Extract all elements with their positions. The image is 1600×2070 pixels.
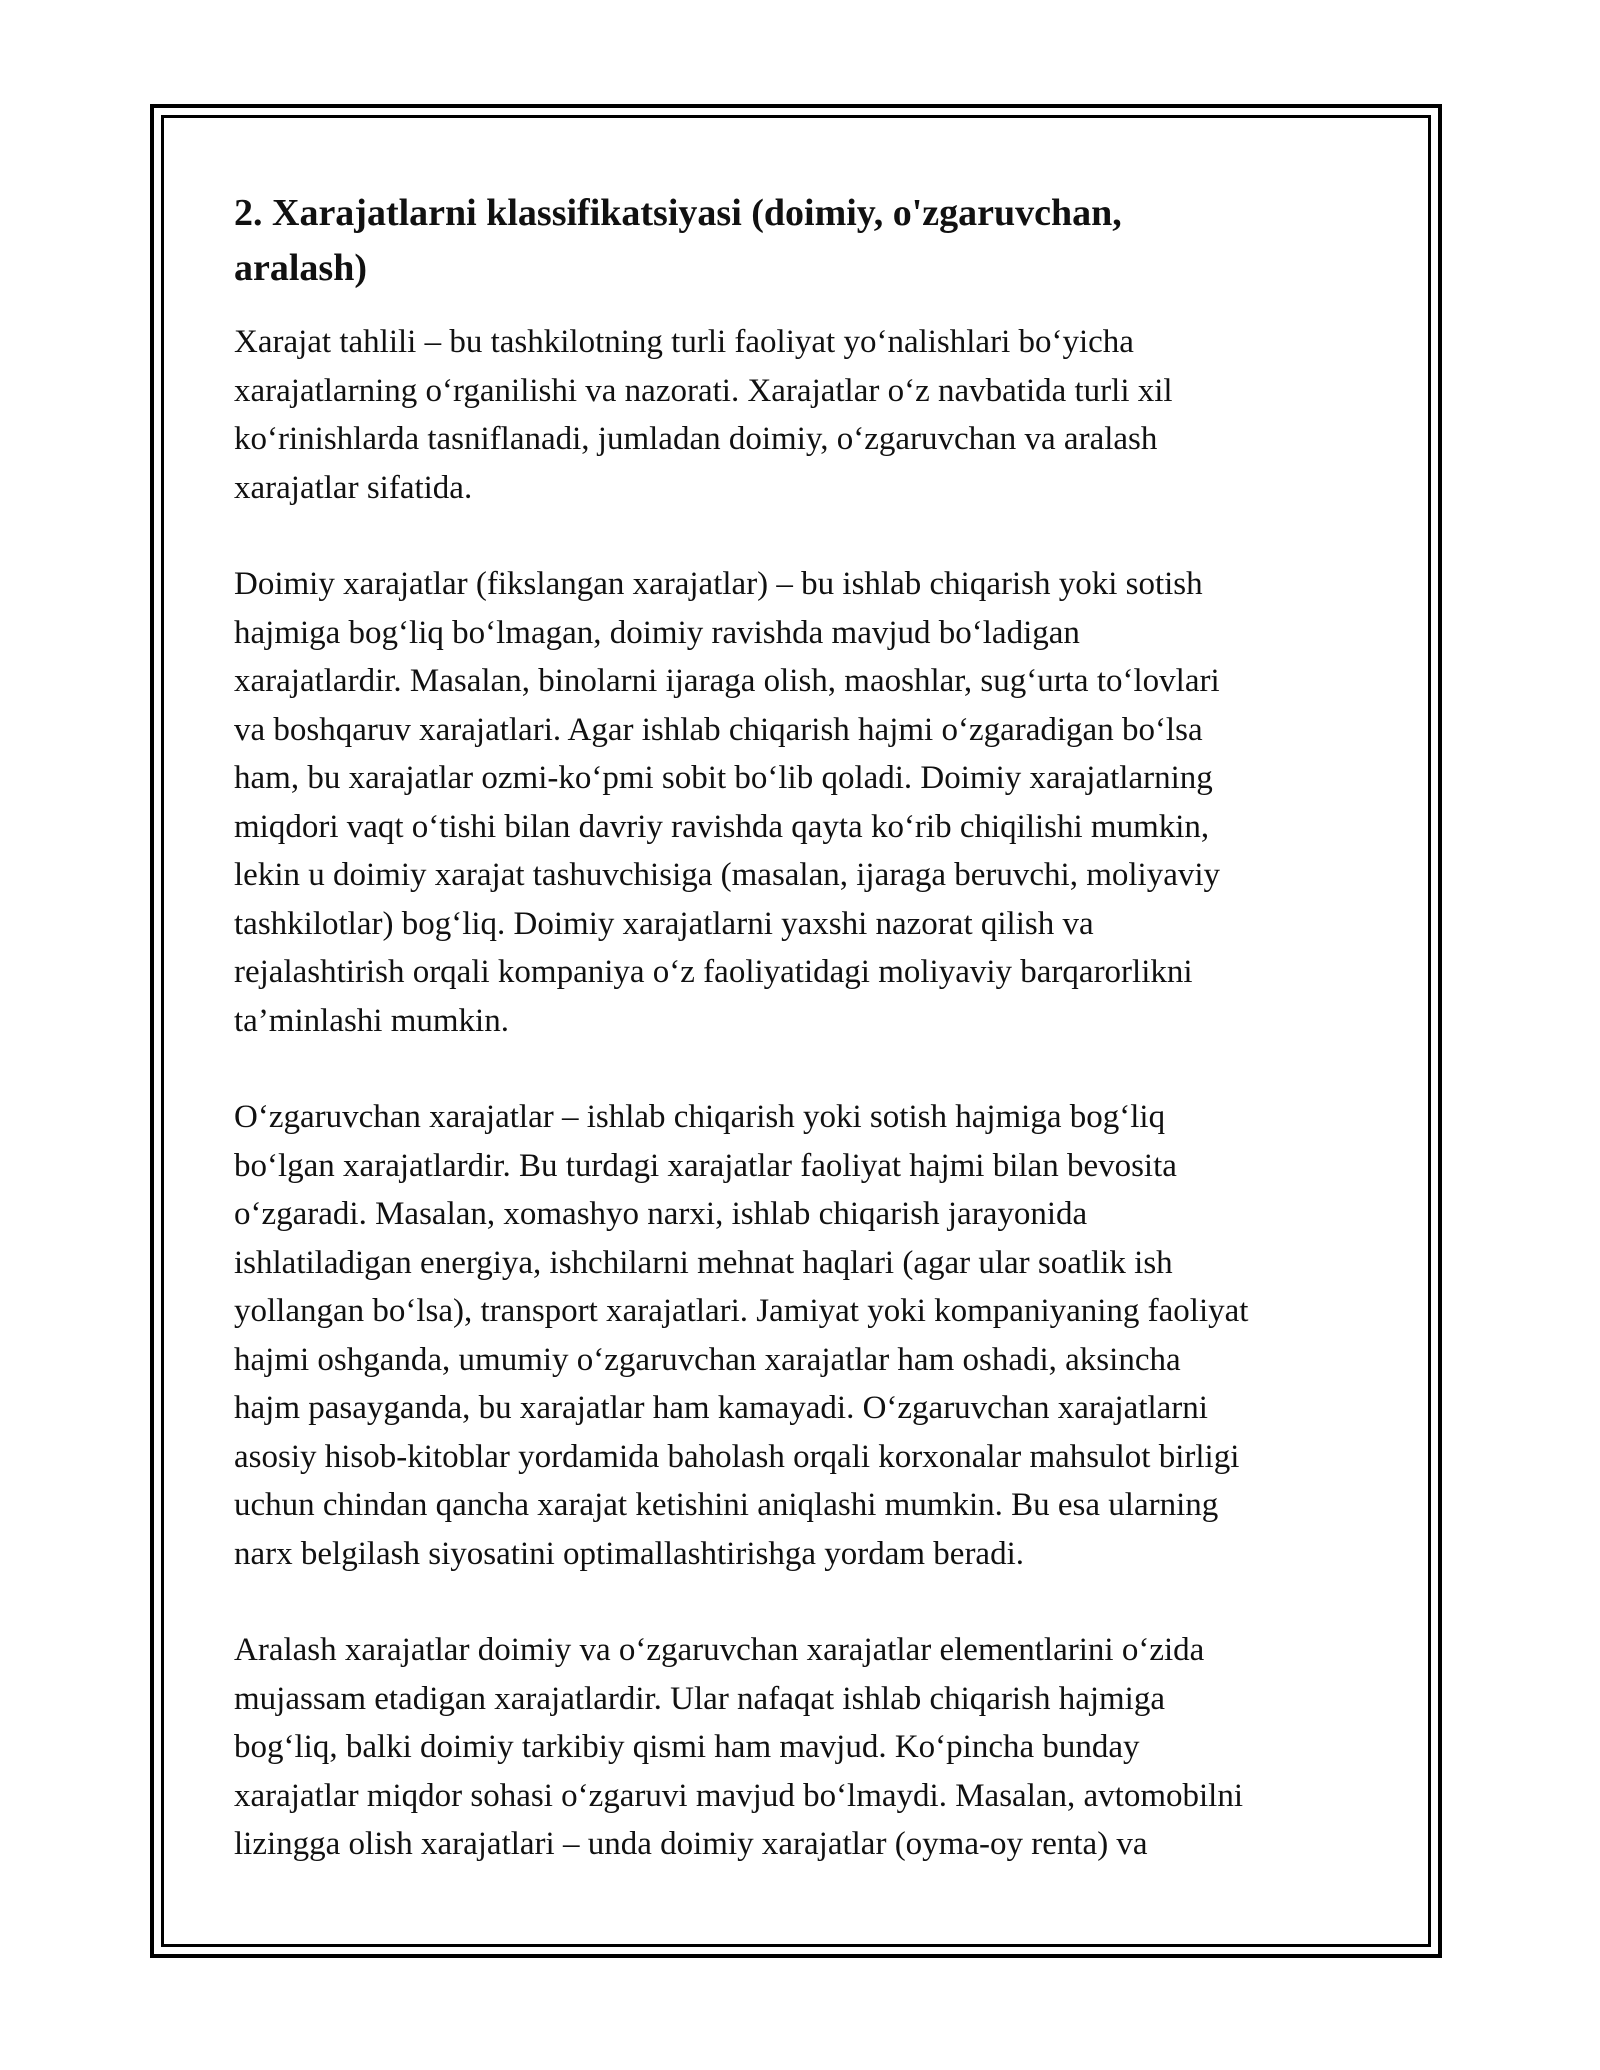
text-line: ta’minlashi mumkin. — [234, 1002, 509, 1039]
text-line: hajmi oshganda, umumiy oʻzgaruvchan xarajatlar ham oshadi, aksincha — [234, 1341, 1181, 1378]
text-line: Xarajat tahlili – bu tashkilotning turli faoliyat yoʻnalishlari boʻyicha — [234, 324, 1134, 360]
text-line: ishlatiladigan energiya, ishchilarni mehnat haqlari (agar ular soatlik ish — [234, 1244, 1173, 1281]
text-line: oʻzgaradi. Masalan, xomashyo narxi, ishlab chiqarish jarayonida — [234, 1196, 1088, 1232]
text-line: bogʻliq, balki doimiy tarkibiy qismi ham mavjud. Koʻpincha bunday — [234, 1729, 1140, 1765]
text-line: uchun chindan qancha xarajat ketishini aniqlashi mumkin. Bu esa ularning — [234, 1487, 1219, 1523]
text-line: Aralash xarajatlar doimiy va oʻzgaruvchan xarajatlar elementlarini oʻzida — [234, 1632, 1205, 1668]
text-line: miqdori vaqt oʻtishi bilan davriy ravishda qayta koʻrib chiqilishi mumkin, — [234, 808, 1210, 845]
text-line: asosiy hisob-kitoblar yordamida baholash orqali korxonalar mahsulot birligi — [234, 1438, 1240, 1475]
text-line: xarajatlardir. Masalan, binolarni ijaraga olish, maoshlar, sugʻurta toʻlovlari — [234, 663, 1220, 699]
text-line: hajm pasayganda, bu xarajatlar ham kamayadi. Oʻzgaruvchan xarajatlarni — [234, 1390, 1208, 1426]
text-line: xarajatlar sifatida. — [234, 469, 473, 506]
text-line: yollangan boʻlsa), transport xarajatlari. Jamiyat yoki kompaniyaning faoliyat — [234, 1293, 1249, 1329]
text-line: ham, bu xarajatlar ozmi-koʻpmi sobit boʻlib qoladi. Doimiy xarajatlarning — [234, 760, 1213, 796]
text-line: xarajatlar miqdor sohasi oʻzgaruvi mavjud boʻlmaydi. Masalan, avtomobilni — [234, 1777, 1243, 1814]
text-line: koʻrinishlarda tasniflanadi, jumladan doimiy, oʻzgaruvchan va aralash — [234, 421, 1158, 457]
text-line: rejalashtirish orqali kompaniya oʻz faoliyatidagi moliyaviy barqarorlikni — [234, 954, 1193, 990]
text-line: narx belgilash siyosatini optimallashtirishga yordam beradi. — [234, 1535, 1025, 1572]
text-line: hajmiga bogʻliq boʻlmagan, doimiy ravishda mavjud boʻladigan — [234, 614, 1080, 651]
text-line: xarajatlarning oʻrganilishi va nazorati. Xarajatlar oʻz navbatida turli xil — [234, 372, 1173, 409]
paragraph-mixed-costs — [234, 1626, 1364, 1869]
text-line: Oʻzgaruvchan xarajatlar – ishlab chiqarish yoki sotish hajmiga bogʻliq — [234, 1099, 1166, 1135]
text-line: mujassam etadigan xarajatlardir. Ular nafaqat ishlab chiqarish hajmiga — [234, 1680, 1165, 1717]
document-body — [234, 186, 1364, 1917]
paragraph-cost-analysis — [234, 318, 1364, 512]
text-line: tashkilotlar) bogʻliq. Doimiy xarajatlarni yaxshi nazorat qilish va — [234, 905, 1094, 942]
paragraph-fixed-costs — [234, 560, 1364, 1045]
heading-line: aralash) — [234, 247, 367, 289]
text-line: boʻlgan xarajatlardir. Bu turdagi xarajatlar faoliyat hajmi bilan bevosita — [234, 1147, 1177, 1184]
text-line: va boshqaruv xarajatlari. Agar ishlab chiqarish hajmi oʻzgaradigan boʻlsa — [234, 711, 1203, 748]
paragraph-variable-costs — [234, 1093, 1364, 1578]
heading-line: 2. Xarajatlarni klassifikatsiyasi (doimiy, o'zgaruvchan, — [234, 192, 1122, 234]
text-line: lekin u doimiy xarajat tashuvchisiga (masalan, ijaraga beruvchi, moliyaviy — [234, 857, 1221, 893]
section-heading — [234, 186, 1364, 296]
text-line: lizingga olish xarajatlari – unda doimiy xarajatlar (oyma-oy renta) va — [234, 1826, 1148, 1862]
text-line: Doimiy xarajatlar (fikslangan xarajatlar) – bu ishlab chiqarish yoki sotish — [234, 566, 1203, 602]
